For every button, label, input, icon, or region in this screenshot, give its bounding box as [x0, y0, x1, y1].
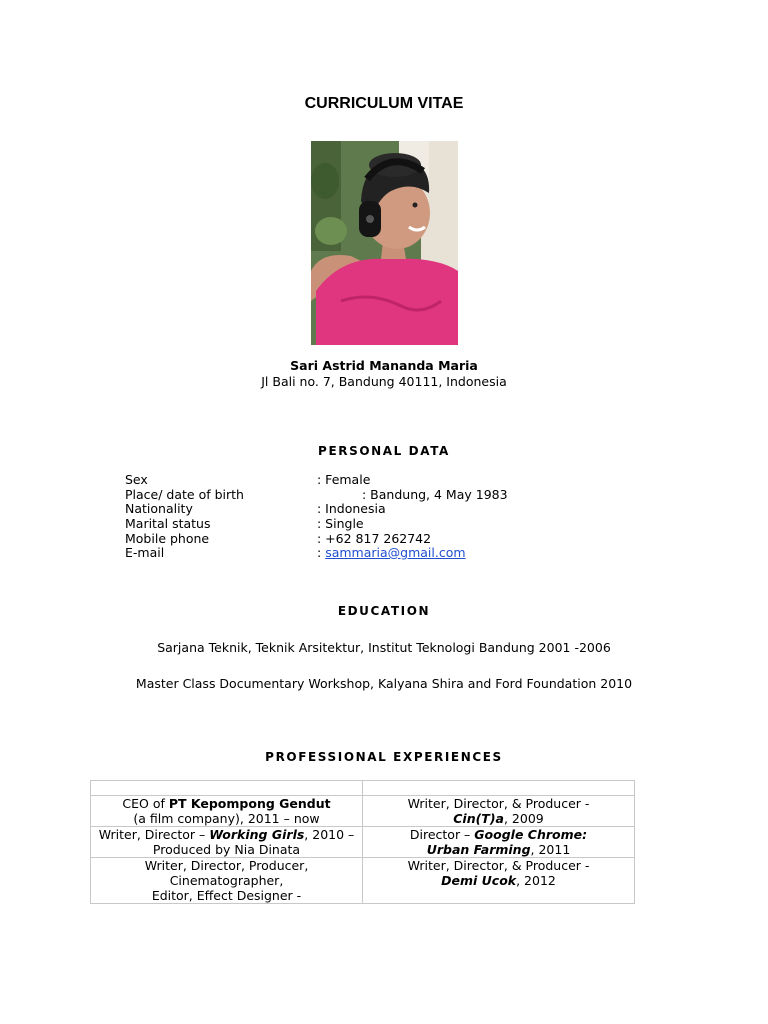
- personal-data-value: : Single: [317, 516, 364, 531]
- personal-data-value: : +62 817 262742: [317, 531, 432, 546]
- table-row: [91, 781, 635, 796]
- table-cell: [91, 858, 363, 904]
- personal-data-heading: PERSONAL DATA: [318, 444, 450, 458]
- experience-heading: PROFESSIONAL EXPERIENCES: [265, 750, 503, 764]
- personal-data-value: : Female: [317, 472, 371, 487]
- person-name: Sari Astrid Mananda Maria: [290, 358, 478, 373]
- document-title: CURRICULUM VITAE: [304, 95, 464, 112]
- table-cell: [363, 781, 635, 796]
- personal-data-label: E-mail: [125, 545, 165, 560]
- email-value: [317, 545, 466, 560]
- cell-text: , 2011: [530, 842, 571, 857]
- cell-emphasis: PT Kepompong Gendut: [168, 796, 331, 811]
- table-cell: [363, 858, 635, 904]
- table-cell: [363, 796, 635, 827]
- personal-data-label: Place/ date of birth: [125, 487, 244, 502]
- table-row: [91, 827, 635, 858]
- cell-text: Cinematographer,: [169, 873, 284, 888]
- cell-emphasis: Urban Farming: [426, 842, 531, 857]
- education-item: Sarjana Teknik, Teknik Arsitektur, Institut Teknologi Bandung 2001 -2006: [157, 640, 611, 655]
- cell-text: Writer, Director, Producer,: [144, 858, 309, 873]
- cell-text: Writer, Director, & Producer -: [407, 796, 590, 811]
- cell-emphasis: Working Girls: [209, 827, 305, 842]
- cell-text: , 2012: [516, 873, 556, 888]
- cell-text: Writer, Director –: [98, 827, 210, 842]
- table-row: [91, 858, 635, 904]
- cell-text: Director –: [409, 827, 475, 842]
- personal-data-label: Mobile phone: [125, 531, 210, 546]
- cell-text: Produced by Nia Dinata: [152, 842, 301, 857]
- table-cell: [91, 796, 363, 827]
- table-cell: [91, 827, 363, 858]
- cell-text: CEO of: [122, 796, 169, 811]
- cell-emphasis: Cin(T)a: [453, 811, 504, 826]
- cell-text: (a film company), 2011 – now: [133, 811, 320, 826]
- education-heading: EDUCATION: [337, 604, 431, 618]
- cell-text: Editor, Effect Designer -: [151, 888, 302, 903]
- email-link[interactable]: sammaria@gmail.com: [325, 545, 466, 560]
- experience-table: [90, 780, 635, 904]
- cell-emphasis: Google Chrome:: [474, 827, 588, 842]
- personal-data-label: Marital status: [125, 516, 211, 531]
- person-address: Jl Bali no. 7, Bandung 40111, Indonesia: [261, 374, 507, 389]
- personal-data-label: Sex: [125, 472, 148, 487]
- table-row: [91, 796, 635, 827]
- profile-photo: [311, 141, 458, 345]
- email-colon: :: [317, 545, 326, 560]
- cell-text: Writer, Director, & Producer -: [407, 858, 590, 873]
- table-cell: [91, 781, 363, 796]
- cell-text: , 2010 –: [304, 827, 355, 842]
- education-item: Master Class Documentary Workshop, Kalyana Shira and Ford Foundation 2010: [135, 676, 633, 691]
- table-cell: [363, 827, 635, 858]
- cell-emphasis: Demi Ucok: [441, 873, 517, 888]
- profile-photo-illustration: [311, 141, 458, 345]
- personal-data-value: : Indonesia: [317, 501, 386, 516]
- cell-text: , 2009: [503, 811, 544, 826]
- personal-data-value: : Bandung, 4 May 1983: [362, 487, 508, 502]
- personal-data-label: Nationality: [125, 501, 193, 516]
